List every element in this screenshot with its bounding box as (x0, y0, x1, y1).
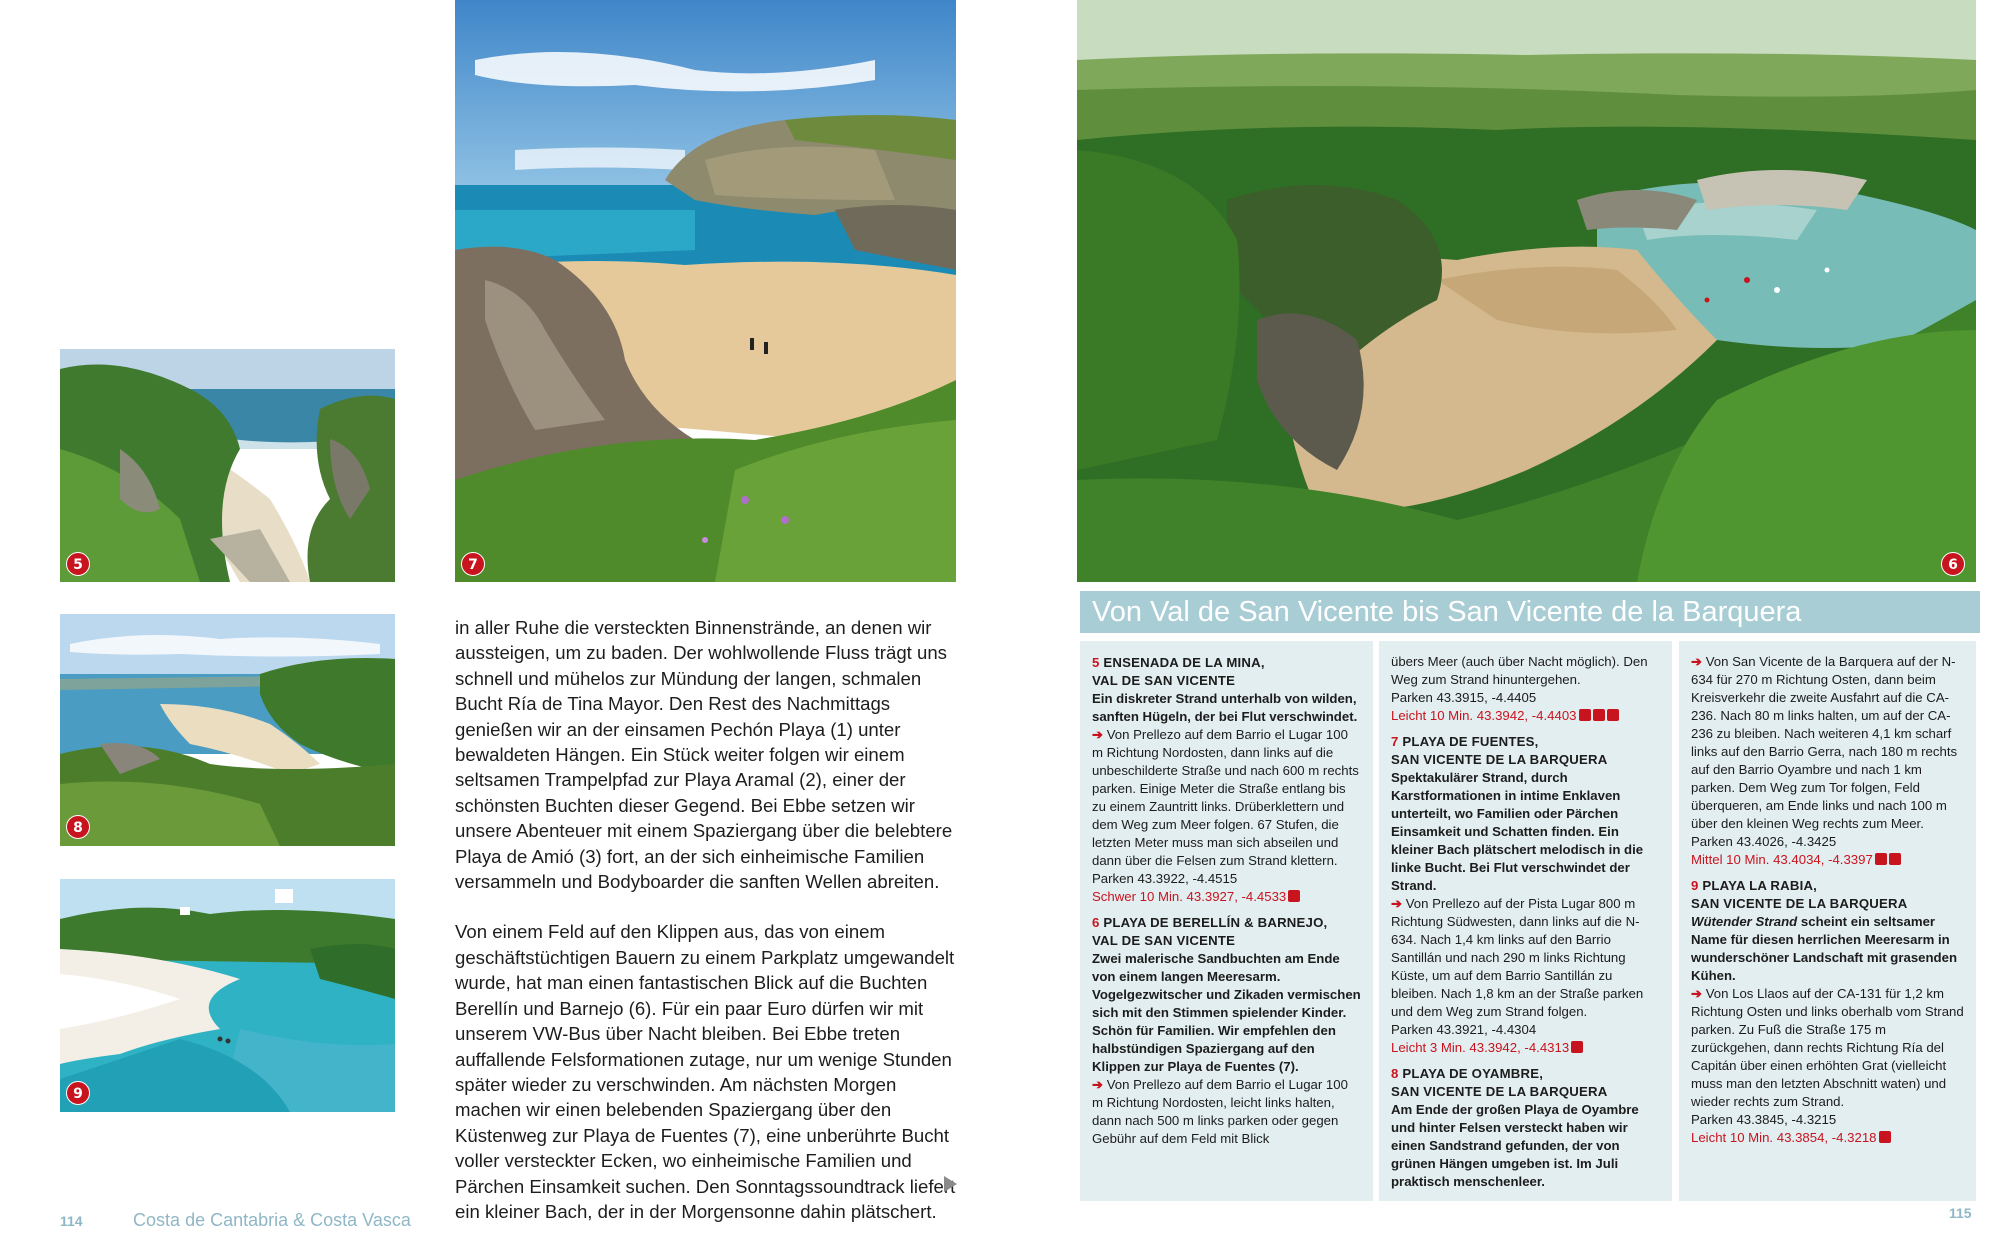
section-title: Von Val de San Vicente bis San Vicente de la Barquera (1080, 591, 1980, 633)
entry-parking: Parken 43.3922, -4.4515 (1092, 871, 1238, 886)
entry-directions: Von Los Llaos auf der CA-131 für 1,2 km Richtung Osten und links oberhalb vom Strand parken. Zu Fuß die Straße 175 m zurückgehen, dann rechts Richtung Ría del Capitán über einen erhöhten Grat (vielleicht muss man den letzten Abschnitt waten) und wieder rechts zum Strand. (1691, 986, 1964, 1109)
entry-name: PLAYA DE FUENTES, (1402, 734, 1539, 749)
entry-lead: Zwei malerische Sandbuchten am Ende von einem langen Meeresarm. Vogelgezwitscher und Zikaden vermischen sich mit den Stimmen spielender Kinder. Schön für Familien. Wir empfehlen den halbstündigen Spaziergang auf den Klippen zur Playa de Fuentes (7). (1092, 951, 1361, 1074)
continue-arrow-icon (944, 1176, 957, 1192)
entry-parking: Parken 43.3921, -4.4304 (1391, 1022, 1537, 1037)
viewpoint-icon (1875, 853, 1887, 865)
body-paragraph: Von einem Feld auf den Klippen aus, das von einem geschäftstüchtigen Bauern zu einem Parkplatz umgewandelt wurde, hat man einen fantastischen Blick auf die Buchten Berellín und Barnejo (6). Für ein paar Euro dürfen wir mit unserem VW-Bus über Nacht bleiben. Bei Ebbe treten auffallende Felsformationen zutage, nur um wenige Stunden später wieder zu verschwinden. Am nächsten Morgen machen wir einen belebenden Spaziergang über den Küstenweg zur Playa de Fuentes (7), eine unberührte Bucht voller versteckter Ecken, wo einheimische Familien und Pärchen Einsamkeit suchen. Den Sonntagssoundtrack liefert ein kleiner Bach, der in der Morgensonne dahin plätschert. (455, 921, 956, 1222)
entry-directions: Von Prellezo auf der Pista Lugar 800 m Richtung Südwesten, dann links auf die N-634. Nach 1,4 km links auf den Barrio Santillán und nach 290 m links Richtung Küste, um auf dem Barrio Santillán zu bleiben. Nach 1,8 km an der Straße parken und dem Weg zum Strand folgen. (1391, 896, 1644, 1019)
photo-9 (60, 879, 395, 1112)
entry-rating: Schwer 10 Min. 43.3927, -4.4533 (1092, 889, 1287, 904)
climb-icon (1889, 853, 1901, 865)
arrow-icon: ➔ (1092, 727, 1104, 742)
entry-number: 9 (1691, 878, 1699, 893)
walk-icon (1593, 709, 1605, 721)
arrow-icon: ➔ (1691, 654, 1703, 669)
photo-5 (60, 349, 395, 582)
entry-location: VAL DE SAN VICENTE (1092, 673, 1236, 688)
entry-location: VAL DE SAN VICENTE (1092, 933, 1236, 948)
entry-name: PLAYA DE BERELLÍN & BARNEJO, (1103, 915, 1328, 930)
entry-lead: Ein diskreter Strand unterhalb von wilden, sanften Hügeln, der bei Flut verschwindet. (1092, 691, 1358, 724)
photo-badge: 7 (461, 552, 485, 576)
entry-parking: Parken 43.3915, -4.4405 (1391, 690, 1537, 705)
arrow-icon: ➔ (1092, 1077, 1104, 1092)
entry-6 (1092, 914, 1362, 1148)
entry-number: 7 (1391, 734, 1399, 749)
entry-lead: Am Ende der großen Playa de Oyambre und hinter Felsen versteckt haben wir einen Sandstrand gefunden, der von grünen Hängen umgeben ist. Im Juli praktisch menschenleer. (1391, 1102, 1639, 1189)
entry-number: 6 (1092, 915, 1100, 930)
entry-rating: Leicht 10 Min. 43.3942, -4.4403 (1391, 708, 1577, 723)
arrow-icon: ➔ (1391, 896, 1403, 911)
entry-rating: Mittel 10 Min. 43.4034, -4.3397 (1691, 852, 1873, 867)
photo-badge: 9 (66, 1081, 90, 1105)
running-head: Costa de Cantabria & Costa Vasca (133, 1210, 411, 1230)
body-text (455, 615, 960, 1224)
entry-lead: scheint ein seltsamer Name für diesen herrlichen Meeresarm in wunderschöner Landschaft mit grasenden Kühen. (1691, 914, 1957, 983)
family-icon (1579, 709, 1591, 721)
photo-7 (455, 0, 956, 582)
entry-name: PLAYA DE OYAMBRE, (1402, 1066, 1544, 1081)
entry-6-continued (1391, 653, 1661, 725)
body-paragraph: in aller Ruhe die versteckten Binnenstrände, an denen wir aussteigen, um zu baden. Der wohlwollende Fluss trägt uns schnell und mühelos zur Mündung der langen, schmalen Bucht Ría de Tina Mayor. Den Rest des Nachmittags genießen wir an der einsamen Pechón Playa (1) unter bewaldeten Hängen. Ein Stück weiter folgen wir einem seltsamen Trampelpfad zur Playa Aramal (2), einer der schönsten Buchten dieser Gegend. Bei Ebbe setzen wir unsere Abenteuer mit einem Spaziergang über die belebtere Playa de Amió (3) fort, an der sich einheimische Familien versammeln und Bodyboarder die sanften Wellen abreiten. (455, 617, 953, 893)
entry-5 (1092, 654, 1362, 906)
entry-8-continued (1691, 653, 1965, 869)
page-number: 115 (1949, 1205, 1972, 1221)
entry-lead: Spektakulärer Strand, durch Karstformationen in intime Enklaven unterteilt, wo Familien oder Pärchen Einsamkeit und Schatten finden. Ein kleiner Bach plätschert melodisch in die linke Bucht. Bei Flut verschwindet der Strand. (1391, 770, 1644, 893)
walk-icon (1571, 1041, 1583, 1053)
wading-icon (1879, 1131, 1891, 1143)
entry-7 (1391, 733, 1661, 1057)
photo-8 (60, 614, 395, 846)
entry-directions: Von Prellezo auf dem Barrio el Lugar 100 m Richtung Nordosten, dann links auf die unbeschilderte Straße und nach 600 m rechts parken. Einige Meter die Straße entlang bis zu einem Zauntritt links. Drüberklettern und dem Weg zum Meer folgen. 67 Stufen, die letzten Meter muss man sich abseilen und dann über die Felsen zum Strand klettern. (1092, 727, 1359, 868)
entry-number: 5 (1092, 655, 1100, 670)
climb-icon (1288, 890, 1300, 902)
campervan-icon (1607, 709, 1619, 721)
photo-badge: 8 (66, 815, 90, 839)
info-column-2 (1379, 641, 1672, 1201)
entry-number: 8 (1391, 1066, 1399, 1081)
arrow-icon: ➔ (1691, 986, 1703, 1001)
info-column-1 (1080, 641, 1373, 1201)
entry-rating: Leicht 10 Min. 43.3854, -4.3218 (1691, 1130, 1877, 1145)
photo-badge: 5 (66, 552, 90, 576)
entry-lead-italic: Wütender Strand (1691, 914, 1798, 929)
entry-parking: Parken 43.4026, -4.3425 (1691, 834, 1837, 849)
entry-rating: Leicht 3 Min. 43.3942, -4.4313 (1391, 1040, 1570, 1055)
entry-directions-part1: Von Prellezo auf dem Barrio el Lugar 100 m Richtung Nordosten, leicht links halten, dann nach 500 m links parken oder gegen Gebühr auf dem Feld mit Blick (1092, 1077, 1348, 1146)
entry-location: SAN VICENTE DE LA BARQUERA (1391, 1084, 1608, 1099)
entry-directions: Von San Vicente de la Barquera auf der N-634 für 270 m Richtung Osten, dann beim Kreisverkehr die zweite Ausfahrt auf die CA-236. Nach 80 m links halten, um auf der CA-236 zu bleiben. Nach weiteren 4,1 km scharf links auf den Barrio Gerra, nach 180 m rechts auf den Barrio Oyambre und nach 1 km parken. Dem Weg zum Tor folgen, Feld überqueren, am Ende links und nach 100 m über den kleinen Weg rechts zum Meer. (1691, 654, 1958, 831)
entry-parking: Parken 43.3845, -4.3215 (1691, 1112, 1837, 1127)
entry-name: PLAYA LA RABIA, (1702, 878, 1818, 893)
entry-location: SAN VICENTE DE LA BARQUERA (1391, 752, 1608, 767)
info-column-3 (1679, 641, 1976, 1201)
entry-directions-part2: übers Meer (auch über Nacht möglich). Den Weg zum Strand hinuntergehen. (1391, 654, 1648, 687)
photo-6 (1077, 0, 1976, 582)
page-number: 114 (60, 1213, 83, 1229)
entry-8 (1391, 1065, 1661, 1191)
right-footer (1949, 1205, 1972, 1223)
left-footer (60, 1210, 411, 1231)
entry-location: SAN VICENTE DE LA BARQUERA (1691, 896, 1908, 911)
entry-name: ENSENADA DE LA MINA, (1103, 655, 1265, 670)
photo-badge: 6 (1941, 552, 1965, 576)
entry-9 (1691, 877, 1965, 1147)
